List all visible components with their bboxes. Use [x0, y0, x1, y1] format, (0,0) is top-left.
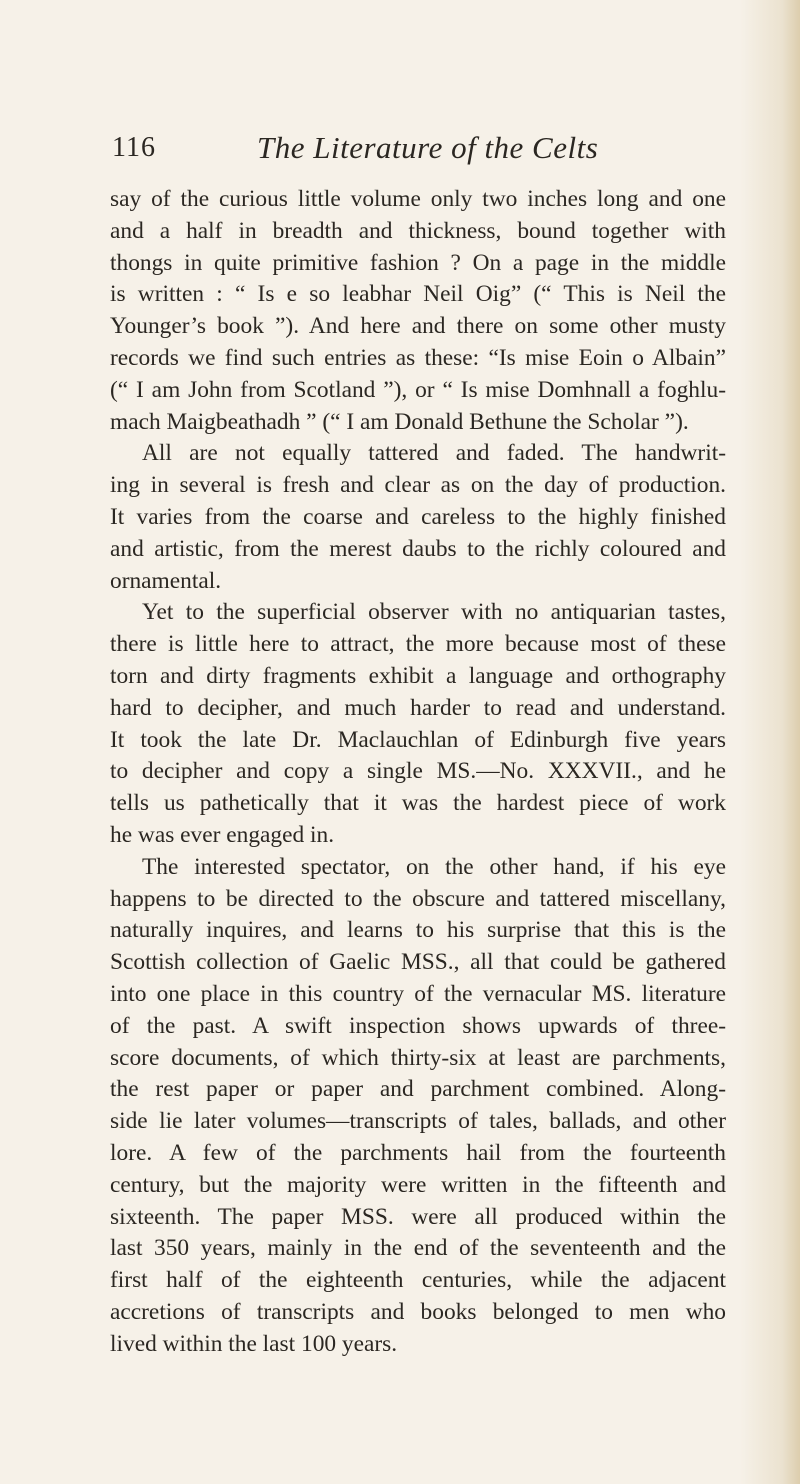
text-line: happens to be directed to the obscure and tattered miscellany, — [110, 885, 726, 912]
text-line: side lie later volumes—transcripts of tales, ballads, and other — [110, 1108, 726, 1135]
text-line: accretions of transcripts and books belonged to men who — [110, 1298, 726, 1325]
body-text — [110, 184, 726, 1360]
text-line: lore. A few of the parchments hail from the fourteenth — [110, 1139, 726, 1166]
page-edge-shadow — [740, 0, 800, 1484]
text-line: mach Maigbeathadh ” (“ I am Donald Bethune the Scholar ”). — [110, 408, 689, 435]
text-line: there is little here to attract, the more because most of these — [110, 631, 726, 658]
text-line: to decipher and copy a single MS.—No. XXXVII., and he — [110, 758, 726, 785]
text-line: score documents, of which thirty-six at least are parchments, — [110, 1044, 726, 1071]
text-line: thongs in quite primitive fashion ? On a page in the middle — [110, 249, 726, 276]
text-line: of the past. A swift inspection shows upwards of three- — [110, 1012, 726, 1039]
text-line: It took the late Dr. Maclauchlan of Edinburgh five years — [110, 726, 726, 753]
text-line: and artistic, from the merest daubs to the richly coloured and — [110, 535, 726, 562]
page-number: 116 — [112, 132, 156, 163]
text-line: last 350 years, mainly in the end of the seventeenth and the — [110, 1235, 726, 1262]
text-line: ornamental. — [110, 567, 222, 594]
text-line: first half of the eighteenth centuries, while the adjacent — [110, 1267, 726, 1294]
text-line: tells us pathetically that it was the hardest piece of work — [110, 790, 726, 817]
text-line: records we find such entries as these: “Is mise Eoin o Albain” — [110, 344, 726, 371]
text-line: is written : “ Is e so leabhar Neil Oig” (“ This is Neil the — [110, 281, 726, 308]
text-line: The interested spectator, on the other hand, if his eye — [142, 853, 726, 880]
page-header — [112, 128, 712, 176]
text-line: Yet to the superficial observer with no antiquarian tastes, — [142, 599, 726, 626]
text-line: naturally inquires, and learns to his surprise that this is the — [110, 917, 726, 944]
text-line: into one place in this country of the vernacular MS. literature — [110, 980, 726, 1007]
text-line: Younger’s book ”). And here and there on some other musty — [110, 313, 726, 340]
text-line: the rest paper or paper and parchment combined. Along- — [110, 1076, 726, 1103]
running-title: The Literature of the Celts — [257, 130, 599, 165]
text-line: and a half in breadth and thickness, bound together with — [110, 217, 726, 244]
text-line: hard to decipher, and much harder to read and understand. — [110, 694, 726, 721]
text-line: (“ I am John from Scotland ”), or “ Is mise Domhnall a foghlu- — [110, 376, 726, 403]
text-line: he was ever engaged in. — [110, 821, 335, 848]
text-line: century, but the majority were written in the fifteenth and — [110, 1171, 726, 1198]
text-line: ing in several is fresh and clear as on the day of production. — [110, 472, 726, 499]
text-line: say of the curious little volume only two inches long and one — [110, 186, 726, 212]
text-line: sixteenth. The paper MSS. were all produced within the — [110, 1203, 726, 1230]
text-line: Scottish collection of Gaelic MSS., all that could be gathered — [110, 949, 726, 976]
text-line: It varies from the coarse and careless to the highly finished — [110, 503, 726, 530]
text-line: torn and dirty fragments exhibit a language and orthography — [110, 662, 726, 689]
text-line: lived within the last 100 years. — [110, 1330, 398, 1357]
text-line: All are not equally tattered and faded. The handwrit- — [142, 440, 726, 467]
